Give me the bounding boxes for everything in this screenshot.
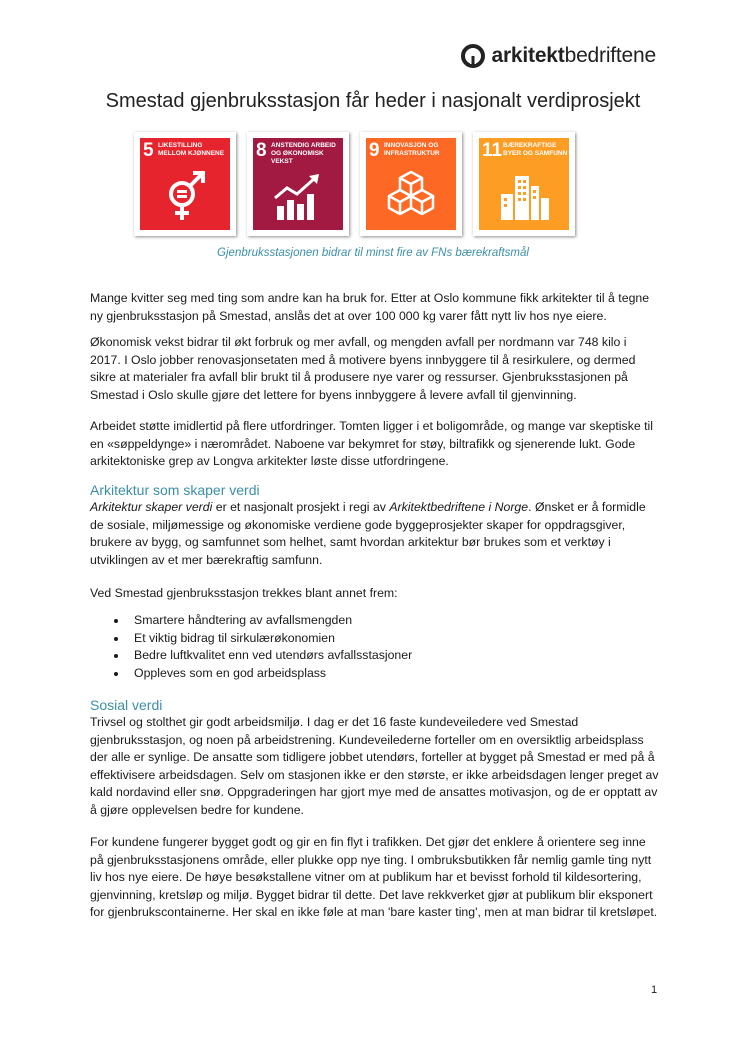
brand-logo [461,44,656,68]
list-item: Smartere håndtering av avfallsmengden [90,612,650,630]
list-item: Oppleves som en god arbeidsplass [90,665,650,683]
intro-text-part-2: . Ønsket er å formidle de sosiale, miljømessige og økonomiske verdiene gode byggeprosjekter skaper for oppdragsgiver, brukere av bygg, og samfunnet som helhet, samt hvordan arkitektur bør brukes som et verktøy i utviklingen av et mer bærekraftig samfunn. [90,500,646,567]
paragraph-challenges: Arbeidet støtte imidlertid på flere utfordringer. Tomten ligger i et boligområde, og mange var skeptiske til en «søppeldynge» i nærområdet. Naboene var bekymret for støy, biltrafikk og sjenerende lukt. Gode arkitektoniske grep av Longva arkitekter løste disse utfordringene. [90,419,653,468]
sdg-number: 8 [256,140,267,161]
cubes-icon [384,168,438,222]
paragraph-highlights-lead: Ved Smestad gjenbruksstasjon trekkes blant annet frem: [90,586,398,600]
sdg-tile-11 [479,138,569,230]
paragraph-social-value: Trivsel og stolthet gir godt arbeidsmiljø. I dag er det 16 faste kundeveiledere ved Smestad gjenbruksstasjon, og noen på arbeidstrening. Kundeveilederne forteller om en oversiktlig arbeidsplass der alle er synlige. De ansatte som tidligere jobbet utendørs, forteller at bygget på Smestad er med på å effektivisere arbeidsdagen. Selv om stasjonen ikke er den største, er ikke arbeidsdagen lenger preget av kald nordavind eller snø. Oppgraderingen har gjort mye med de ansattes motivasjon, og de er opptatt av å gjøre opplevelsen bedre for kundene. [90,715,659,817]
logo-text-regular: bedriftene [564,44,656,67]
project-name: Arkitektur skaper verdi [90,500,213,514]
sdg-card-5 [134,132,236,236]
sdg-caption: Gjenbruksstasjonen bidrar til minst fire av FNs bærekraftsmål [217,247,529,259]
gender-equality-icon [158,168,212,222]
sdg-card-9 [360,132,462,236]
heading-arkitektur-som-skaper-verdi: Arkitektur som skaper verdi [90,482,260,498]
paragraph-customers: For kundene fungerer bygget godt og gir en fin flyt i trafikken. Det gjør det enklere å orientere seg inne på gjenbruksstasjonens område, eller plukke opp nye ting. I ombruksbutikken får nemlig gamle ting nytt liv hos nye eiere. De høye besøkstallene vitner om at publikum har et bevisst forhold til kildesortering, gjenvinning, kretsløp og miljø. Bygget bidrar til dette. Det lave rekkverket gjør at publikum blir eksponert for gjenbrukscontainerne. Her skal en ikke føle at man 'bare kaster ting', men at man bidrar til kretsløpet. [90,835,658,919]
heading-sosial-verdi: Sosial verdi [90,697,163,713]
sdg-number: 9 [369,140,380,161]
sdg-label: BÆREKRAFTIGE BYER OG SAMFUNN [503,142,568,157]
page-title: Smestad gjenbruksstasjon får heder i nasjonalt verdiprosjekt [105,90,641,112]
paragraph-economy: Økonomisk vekst bidrar til økt forbruk og mer avfall, og mengden avfall per nordmann var 748 kilo i 2017. I Oslo jobber renovasjonsetaten med å motivere byens innbyggere til å resirkulere, og dermed sikre at materialer fra avfall blir brukt til å produsere nye varer og ressurser. Gjenbruksstasjonen på Smestad i Oslo skulle gjøre det lettere for byens innbyggere å levere avfall til gjenvinning. [90,335,636,402]
brand-logo-text [491,44,656,68]
list-item: Bedre luftkvalitet enn ved utendørs avfallsstasjoner [90,647,650,665]
sdg-label: LIKESTILLING MELLOM KJØNNENE [158,142,225,157]
arkitektbedriftene-logo-icon [461,44,485,68]
highlights-list [90,612,650,682]
sdg-card-11 [473,132,575,236]
paragraph-intro: Mange kvitter seg med ting som andre kan ha bruk for. Etter at Oslo kommune fikk arkitekter til å tegne ny gjenbruksstasjon på Smestad, anslås det at over 100 000 kg varer fått nytt liv hos nye eiere. [90,291,650,323]
list-item: Et viktig bidrag til sirkulærøkonomien [90,630,650,648]
city-icon [497,168,551,222]
sdg-tile-5 [140,138,230,230]
logo-text-bold: arkitekt [491,44,565,67]
sdg-label: ANSTENDIG ARBEID OG ØKONOMISK VEKST [271,142,336,165]
sdg-icons-row [134,132,614,240]
paragraph-project-intro [90,499,660,569]
growth-chart-icon [271,168,325,222]
sdg-label: INNOVASJON OG INFRASTRUKTUR [384,142,440,157]
sdg-number: 11 [482,140,503,161]
intro-text-part-1: er et nasjonalt prosjekt i regi av [212,500,390,514]
sdg-number: 5 [143,140,154,161]
sdg-tile-9 [366,138,456,230]
sdg-card-8 [247,132,349,236]
organization-name: Arkitektbedriftene i Norge [389,500,529,514]
sdg-tile-8 [253,138,343,230]
page-number: 1 [651,984,658,996]
